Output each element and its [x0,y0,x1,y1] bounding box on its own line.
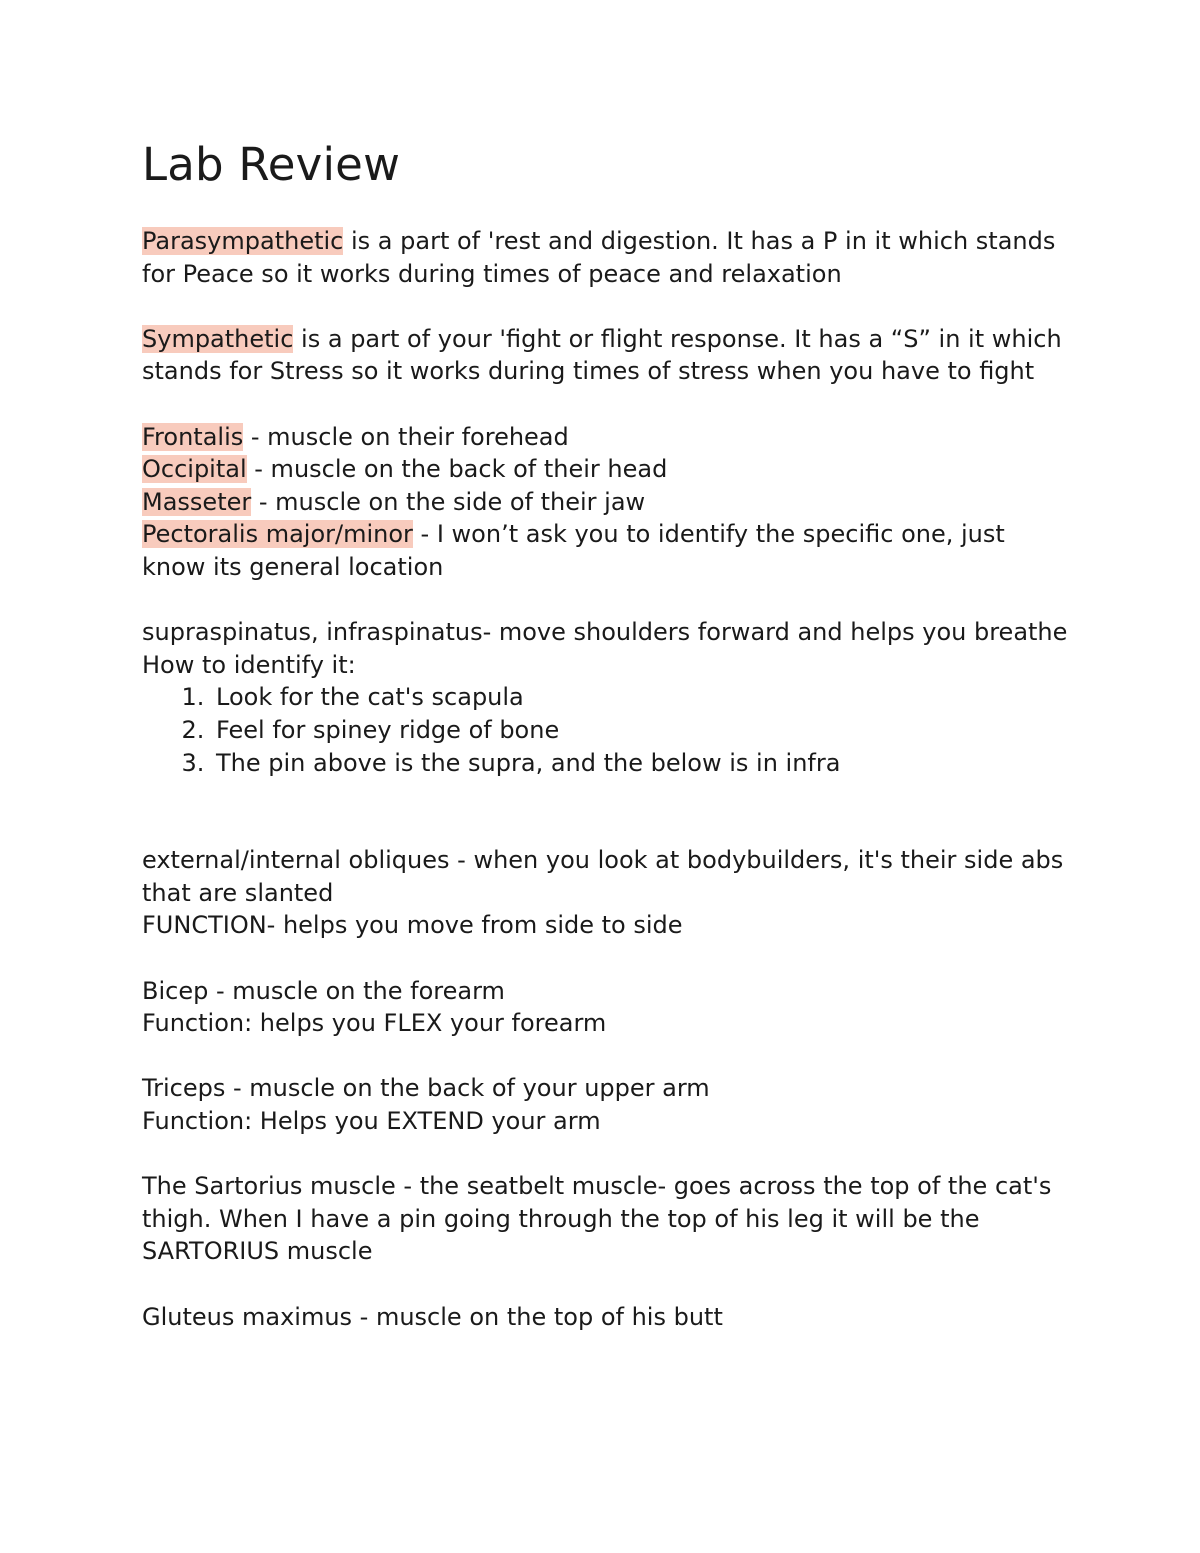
supraspinatus-paragraph: supraspinatus, infraspinatus- move shoulders forward and helps you breathe [142,618,1068,647]
obliques-paragraph: external/internal obliques - when you look at bodybuilders, it's their side abs that are slanted [142,846,1064,907]
bicep-paragraph: Bicep - muscle on the forearm [142,976,505,1005]
triceps-function: Function: Helps you EXTEND your arm [142,1107,601,1136]
highlighted-term: Frontalis [142,422,244,451]
muscle-description: - muscle on the side of their jaw [251,487,646,516]
how-to-identify-heading: How to identify it: [142,650,356,679]
muscle-line-frontalis [142,421,1072,454]
muscle-description: - I won’t ask you to identify the specific one, just know its general location [142,520,1005,581]
document-title: Lab Review [142,138,401,191]
list-item: 2. Feel for spiney ridge of bone [212,714,1072,747]
list-item: 1. Look for the cat's scapula [212,681,1072,714]
list-item: 3. The pin above is the supra, and the below is in infra [212,747,1072,780]
muscle-description: - muscle on the back of their head [246,455,668,484]
triceps-paragraph: Triceps - muscle on the back of your upper arm [142,1074,710,1103]
parasympathetic-paragraph [142,225,1072,290]
paragraph-text: is a part of 'rest and digestion. It has a P in it which stands for Peace so it works during times of peace and relaxation [142,227,1056,288]
highlighted-term: Pectoralis major/minor [142,520,413,549]
sartorius-paragraph: The Sartorius muscle - the seatbelt muscle- goes across the top of the cat's thigh. When I have a pin going through the top of his leg it will be the SARTORIUS muscle [142,1172,1052,1266]
gluteus-paragraph: Gluteus maximus - muscle on the top of his butt [142,1302,723,1331]
highlighted-term: Masseter [142,487,252,516]
muscle-description: - muscle on their forehead [243,422,569,451]
paragraph-text: is a part of your 'fight or flight response. It has a “S” in it which stands for Stress so it works during times of stress when you have to fight [142,324,1062,386]
identify-steps-list [142,681,1072,779]
highlighted-term: Sympathetic [142,324,294,353]
document-page [142,136,1072,1333]
highlighted-term: Occipital [142,455,247,484]
sympathetic-paragraph [142,323,1072,388]
muscle-line-occipital [142,453,1072,486]
bicep-function: Function: helps you FLEX your forearm [142,1009,607,1038]
muscle-line-pectoralis [142,518,1072,583]
obliques-function: FUNCTION- helps you move from side to side [142,911,683,940]
muscle-line-masseter [142,486,1072,519]
highlighted-term: Parasympathetic [142,227,344,255]
